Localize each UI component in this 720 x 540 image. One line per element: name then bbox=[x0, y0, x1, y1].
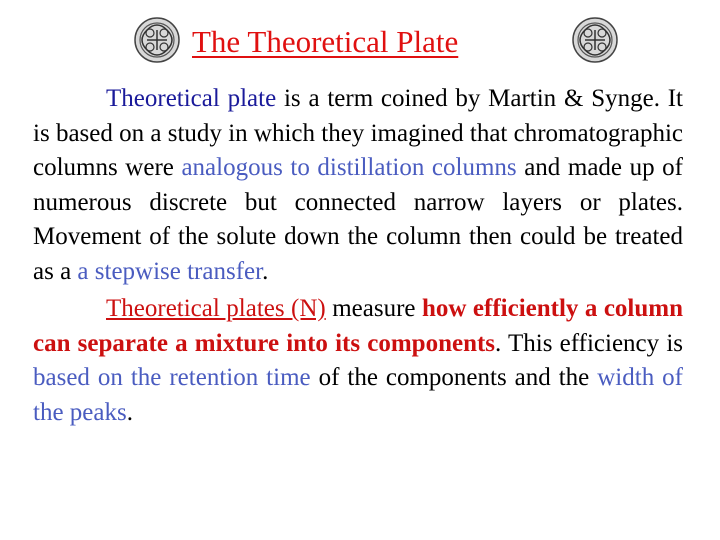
term-theoretical-plates-n: Theoretical plates (N) bbox=[106, 295, 326, 322]
highlight-retention-time: based on the retention time bbox=[33, 364, 311, 391]
paragraph-text: measure bbox=[325, 295, 422, 322]
emphasis-efficiency: how efficiently a column can separate a mixture into its components bbox=[33, 295, 684, 357]
highlight-peak-width: width of the peaks bbox=[33, 364, 683, 426]
paragraph-end: . bbox=[262, 257, 269, 285]
celtic-knot-icon bbox=[133, 16, 181, 64]
paragraph-theoretical-plate bbox=[33, 82, 683, 289]
paragraph-text: . This efficiency is bbox=[495, 329, 683, 357]
highlight-analogous: analogous to distillation columns bbox=[181, 154, 517, 181]
highlight-stepwise: a stepwise transfer bbox=[77, 257, 263, 285]
term-theoretical-plate: Theoretical plate bbox=[106, 85, 277, 112]
paragraph-text: and made up of numerous discrete but connected narrow layers or plates. Movement of the solute down the column then could be treated as a bbox=[33, 154, 683, 285]
paragraph-end: . bbox=[126, 398, 133, 426]
celtic-knot-icon bbox=[571, 16, 619, 64]
page-title: The Theoretical Plate bbox=[192, 24, 459, 59]
paragraph-theoretical-plates-n bbox=[33, 292, 683, 430]
title-row bbox=[0, 14, 720, 70]
paragraph-text: is a term coined by Martin & Synge. It is based on a study in which they imagined that chromatographic columns were bbox=[33, 85, 684, 181]
paragraph-text: of the components and the bbox=[310, 364, 598, 391]
